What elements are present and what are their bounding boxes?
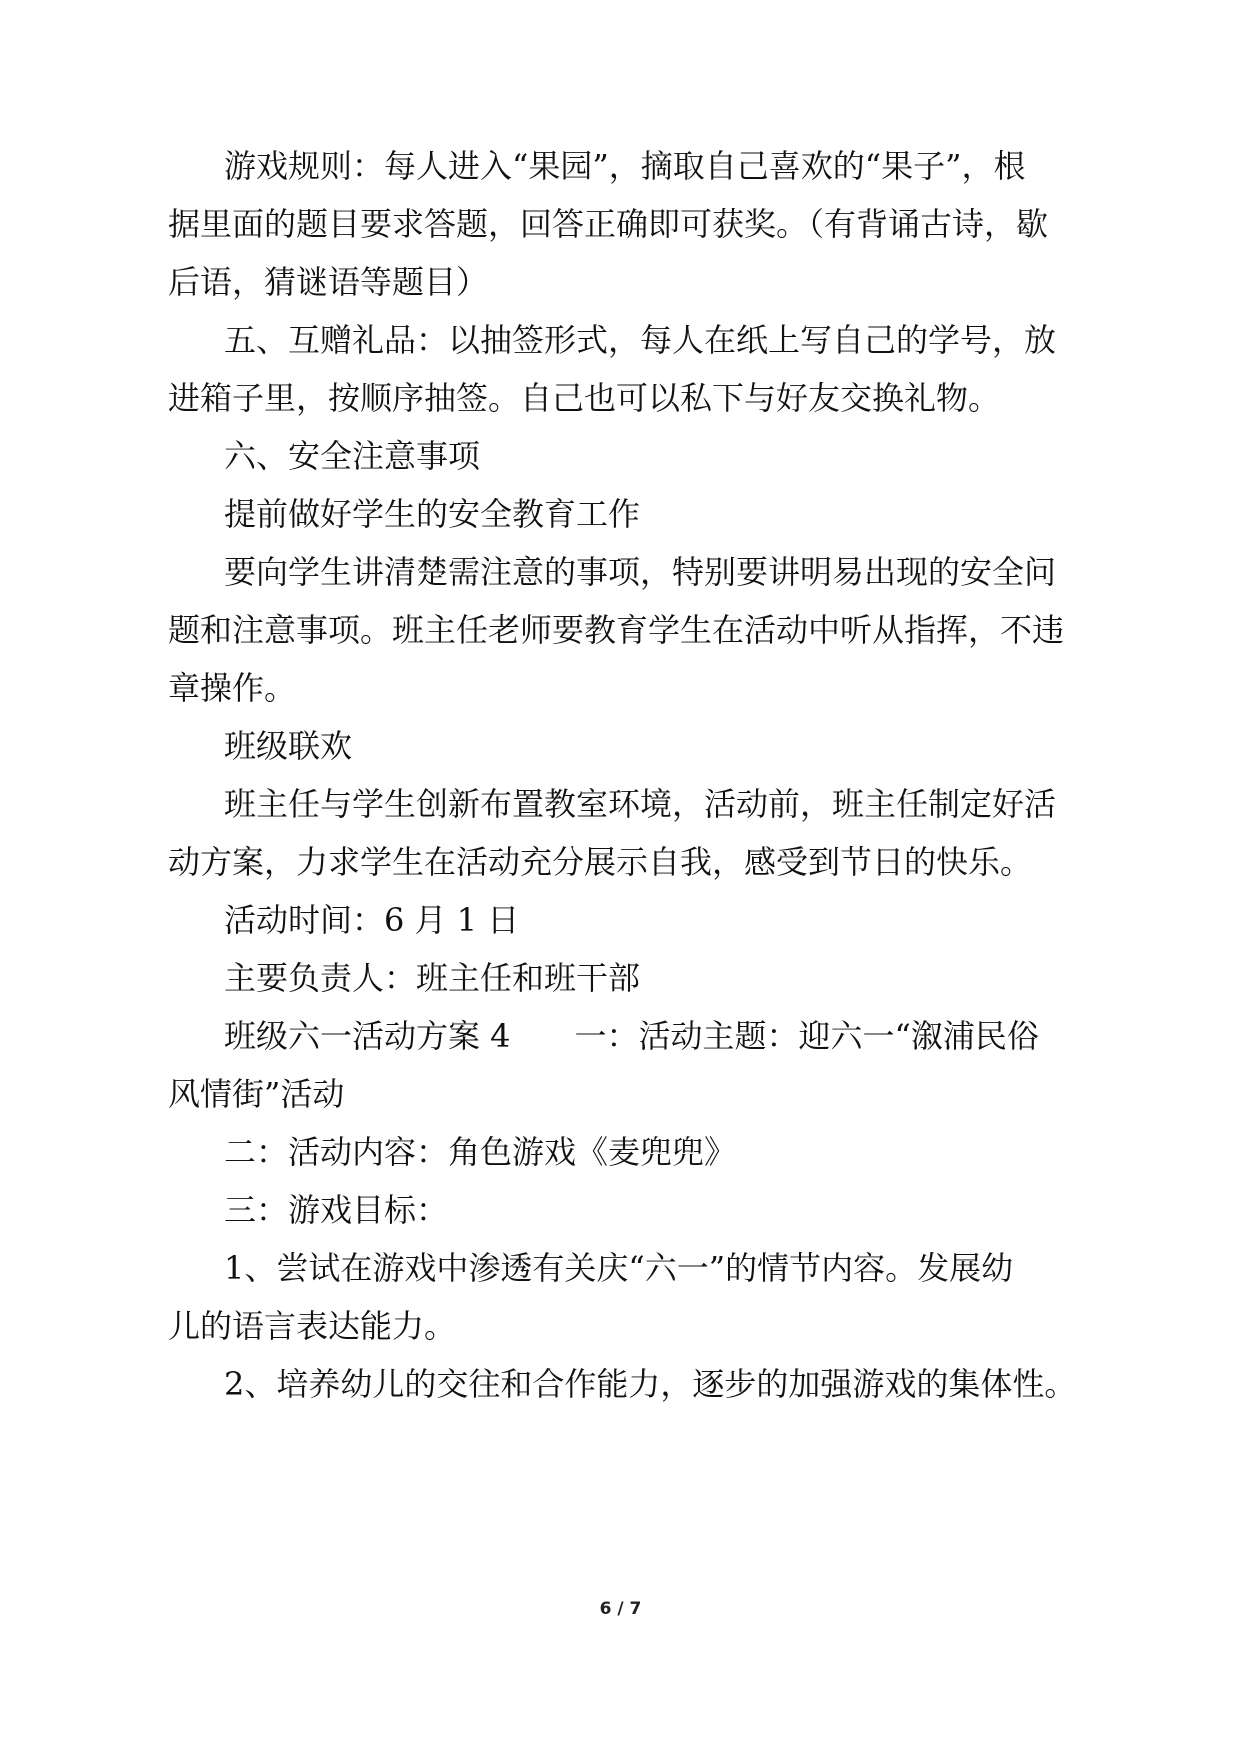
- text-line-14: 活动时间：6 月 1 日: [224, 901, 520, 939]
- text-line-7: 提前做好学生的安全教育工作: [224, 495, 641, 533]
- text-line-12: 班主任与学生创新布置教室环境，活动前，班主任制定好活: [224, 785, 1057, 823]
- text-line-4: 五、互赠礼品：以抽签形式，每人在纸上写自己的学号，放: [224, 321, 1057, 359]
- page-number: 6 / 7: [599, 1599, 642, 1619]
- text-line-1: 游戏规则：每人进入“果园”，摘取自己喜欢的“果子”，根: [224, 147, 1026, 185]
- text-line-22: 2、培养幼儿的交往和合作能力，逐步的加强游戏的集体性。: [224, 1365, 1077, 1403]
- text-line-8: 要向学生讲清楚需注意的事项，特别要讲明易出现的安全问: [224, 553, 1057, 591]
- text-line-10: 章操作。: [168, 669, 297, 707]
- section-heading-safety: 六、安全注意事项: [224, 437, 481, 475]
- text-line-19: 三：游戏目标：: [224, 1191, 449, 1229]
- text-line-9: 题和注意事项。班主任老师要教育学生在活动中听从指挥，不违: [168, 611, 1065, 649]
- text-line-2: 据里面的题目要求答题，回答正确即可获奖。（有背诵古诗，歇: [168, 205, 1049, 243]
- text-line-16: 班级六一活动方案 4 一：活动主题：迎六一“溆浦民俗: [224, 1017, 1039, 1055]
- text-line-3: 后语，猜谜语等题目）: [168, 263, 489, 301]
- text-line-5: 进箱子里，按顺序抽签。自己也可以私下与好友交换礼物。: [168, 379, 1001, 417]
- text-line-21: 儿的语言表达能力。: [168, 1307, 457, 1345]
- text-line-13: 动方案，力求学生在活动充分展示自我，感受到节日的快乐。: [168, 843, 1033, 881]
- text-line-18: 二：活动内容：角色游戏《麦兜兜》: [224, 1133, 737, 1171]
- section-heading-party: 班级联欢: [224, 727, 353, 765]
- text-line-15: 主要负责人：班主任和班干部: [224, 959, 641, 997]
- text-line-20: 1、尝试在游戏中渗透有关庆“六一”的情节内容。发展幼: [224, 1249, 1014, 1287]
- text-line-17: 风情街”活动: [168, 1075, 345, 1113]
